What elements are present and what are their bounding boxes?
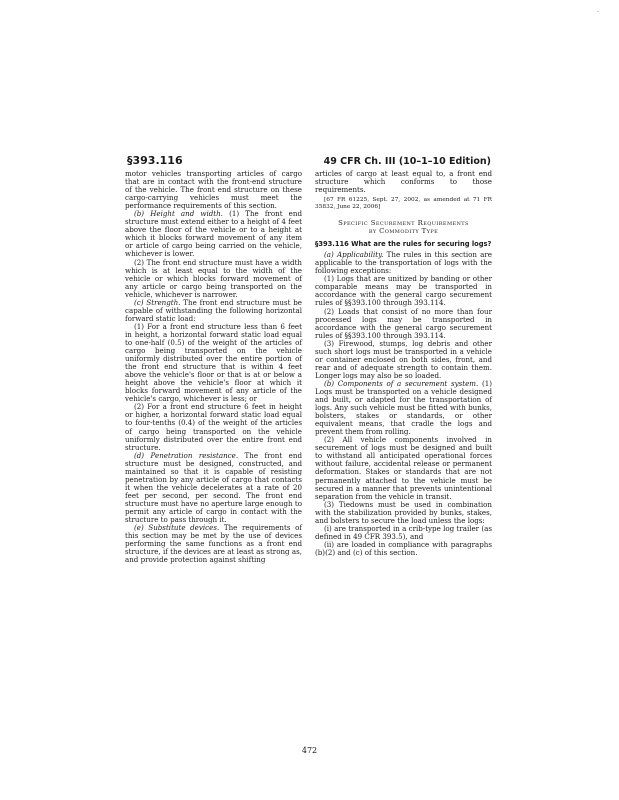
left-column bbox=[125, 170, 302, 564]
right-column bbox=[315, 170, 492, 557]
paragraph-heading: (d) Penetration resistance. bbox=[134, 450, 239, 460]
running-head bbox=[127, 154, 491, 167]
cfr-title-header: 49 CFR Ch. III (10–1–10 Edition) bbox=[323, 156, 491, 167]
paragraph-b3i: (i) are transported in a crib-type log trailer (as defined in 49 CFR 393.5), and bbox=[315, 523, 492, 541]
paragraph-c2: (2) For a front end structure 6 feet in height or higher, a horizontal forward static load equal to four-tenths (0.4) of the weight of the articles of cargo being transported on the vehicle uniformly distributed over the entire front end structure. bbox=[125, 402, 302, 452]
paragraph-a1: (1) Logs that are unitized by banding or other comparable means may be transported in accordance with the general cargo securement rules of §§393.100 through 393.114. bbox=[315, 274, 492, 308]
paragraph-heading: (c) Strength. bbox=[134, 297, 181, 307]
section-number-header: §393.116 bbox=[127, 154, 183, 167]
paragraph-c: (c) Strength. The front end structure must be capable of withstanding the following horizontal forward static load: bbox=[125, 297, 303, 323]
subpart-heading bbox=[321, 219, 486, 235]
paragraph-a2: (2) Loads that consist of no more than four processed logs may be transported in accordance with the general cargo securement rules of §§393.100 through 393.114. bbox=[315, 306, 492, 340]
paragraph-b1: (b) Height and width. (1) The front end structure must extend either to a height of 4 feet above the floor of the vehicle or to a height at which it blocks forward movement of any item or article of cargo being carried on the vehicle, whichever is lower. bbox=[125, 209, 302, 259]
subpart-heading-line: Specific Securement Requirements bbox=[338, 219, 469, 228]
section-title: §393.116 What are the rules for securing logs? bbox=[315, 240, 492, 249]
paragraph-b3: (3) Tiedowns must be used in combination with the stabilization provided by bunks, stakes, and bolsters to secure the load unless the logs: bbox=[315, 499, 492, 525]
paragraph-a: (a) Applicability. The rules in this section are applicable to the transportation of logs with the following exceptions: bbox=[315, 250, 492, 276]
paragraph-b2: (2) All vehicle components involved in securement of logs must be designed and built to withstand all anticipated operational forces without failure, accidental release or permanent deformation. Stakes or standards that are not permanently attached to the vehicle must be secured in a manner that prevents unintentional separation from the vehicle in transit. bbox=[315, 435, 492, 501]
amendment-note: [67 FR 61225, Sept. 27, 2002, as amended at 71 FR 35832, June 22, 2006] bbox=[315, 197, 492, 211]
paragraph-b: (b) Components of a securement system. (1) Logs must be transported on a vehicle designed and built, or adapted for the transportation of logs. Any such vehicle must be fitted with bunks, bolsters, stakes or standards, or other equivalent means, that cradle the logs and prevent them from rolling. bbox=[315, 378, 493, 437]
page-number: 472 bbox=[301, 746, 318, 755]
paragraph-heading: (e) Substitute devices. bbox=[134, 523, 220, 533]
paragraph-heading: (a) Applicability. bbox=[324, 250, 384, 260]
paragraph-heading: (b) Height and width. bbox=[134, 209, 223, 219]
paragraph-e: (e) Substitute devices. The requirements of this section may be met by the use of devices performing the same functions as a front end structure, if the devices are at least as strong as, and provide protection against shifting bbox=[125, 523, 302, 565]
paragraph: articles of cargo at least equal to, a front end structure which conforms to those requirements. bbox=[315, 169, 492, 195]
paragraph-b2: (2) The front end structure must have a width which is at least equal to the width of the vehicle or which blocks forward movement of any article or cargo being transported on the vehicle, whichever is narrower. bbox=[125, 257, 302, 299]
paragraph-d: (d) Penetration resistance. The front end structure must be designed, constructed, and maintained so that it is capable of resisting penetration by any article of cargo that contacts it when the vehicle decelerates at a rate of 20 feet per second, per second. The front end structure must have no aperture large enough to permit any article of cargo in contact with the structure to pass through it. bbox=[125, 450, 302, 525]
corner-mark: · bbox=[597, 9, 599, 16]
paragraph-heading: (b) Components of a securement system. bbox=[324, 378, 479, 388]
paragraph-a3: (3) Firewood, stumps, log debris and other such short logs must be transported in a vehicle or container enclosed on both sides, front, and rear and of adequate strength to contain them. Longer logs may also be so loaded. bbox=[315, 338, 492, 380]
paragraph-b3ii: (ii) are loaded in compliance with paragraphs (b)(2) and (c) of this section. bbox=[315, 539, 492, 557]
paragraph: motor vehicles transporting articles of cargo that are in contact with the front-end structure of the vehicle. The front end structure on these cargo-carrying vehicles must meet the performance requirements of this section. bbox=[125, 169, 302, 211]
subpart-heading-line: by Commodity Type bbox=[368, 227, 439, 236]
paragraph-c1: (1) For a front end structure less than 6 feet in height, a horizontal forward static load equal to one-half (0.5) of the weight of the articles of cargo being transported on the vehicle uniformly distributed over the entire portion of the front end structure that is within 4 feet above the vehicle's floor or that is at or below a height above the vehicle's floor at which it blocks forward movement of any article of the vehicle's cargo, whichever is less; or bbox=[125, 321, 302, 404]
